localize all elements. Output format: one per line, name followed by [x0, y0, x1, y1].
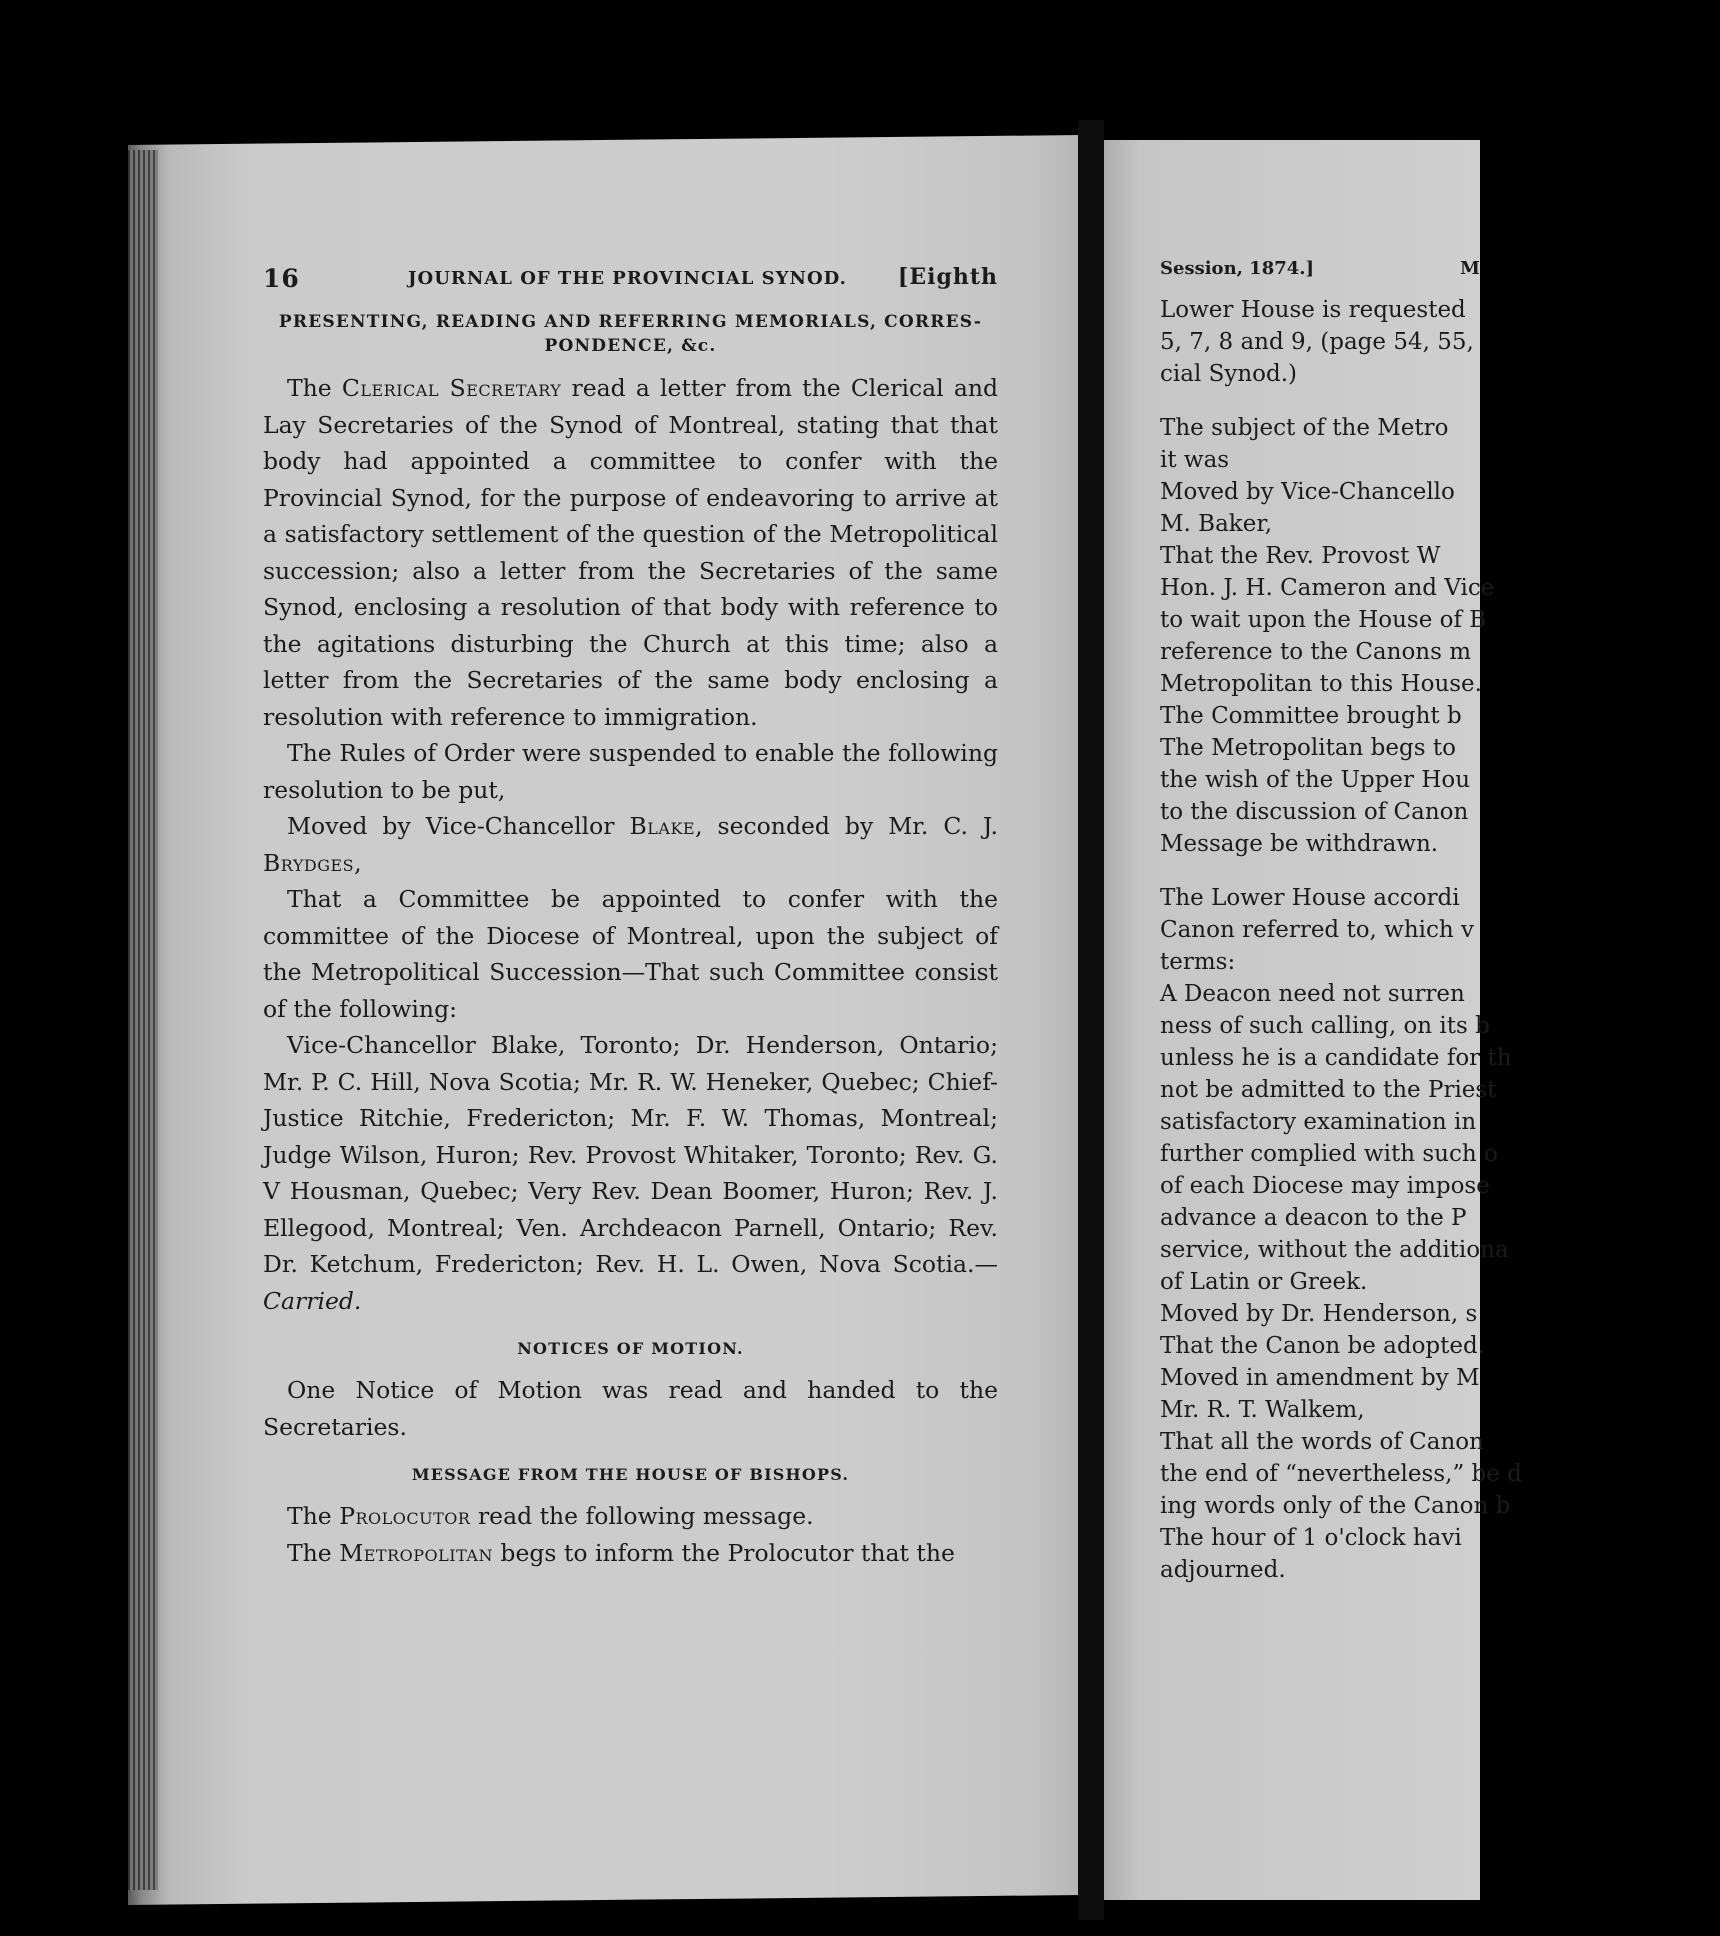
paragraph-notice-of-motion: One Notice of Motion was read and handed to the Secretaries.: [263, 1376, 998, 1441]
right-page-line: The subject of the Metro: [1160, 415, 1449, 441]
right-page-line: The Committee brought b: [1160, 703, 1462, 729]
right-page-line: The Metropolitan begs to: [1160, 735, 1456, 761]
right-page-line: That all the words of Canon: [1160, 1429, 1484, 1455]
paragraph-clerical-secretary: The Clerical Secretary read a letter from the Clerical and Lay Secretaries of the Synod of Montreal, stating that that body had appointed a committee to confer with the Provincial Synod, for the purpose of endeavoring to arrive at a satisfactory settlement of the question of the Metropolitical succession; also a letter from the Secretaries of the same Synod, enclosing a resolution of that body with reference to the agitations disturbing the Church at this time; also a letter from the Secretaries of the same body enclosing a resolution with reference to immigration.: [263, 374, 999, 731]
paragraph-metropolitan: The Metropolitan begs to inform the Prolocutor that the: [287, 1538, 955, 1567]
right-page-line: to wait upon the House of B: [1160, 607, 1487, 633]
right-page-line: That the Canon be adopted.: [1160, 1333, 1486, 1359]
right-page-line: The hour of 1 o'clock havi: [1160, 1525, 1462, 1551]
running-session: [Eighth: [897, 264, 998, 290]
right-page-line: unless he is a candidate for th: [1160, 1045, 1512, 1071]
right-line-gap: [1160, 390, 1720, 412]
right-page-line: Moved in amendment by M: [1160, 1365, 1480, 1391]
right-page-line: not be admitted to the Priest: [1160, 1077, 1497, 1103]
right-page-line: Canon referred to, which v: [1160, 917, 1475, 943]
notices-heading: NOTICES OF MOTION.: [517, 1339, 744, 1358]
right-page-line: Lower House is requested: [1160, 297, 1466, 323]
page-number: 16: [263, 264, 300, 293]
right-page-line: of each Diocese may impose: [1160, 1173, 1490, 1199]
right-page-line: terms:: [1160, 949, 1236, 975]
right-page-line: to the discussion of Canon: [1160, 799, 1469, 825]
right-page-line: Mr. R. T. Walkem,: [1160, 1397, 1365, 1423]
right-page-lines: [1160, 294, 1720, 1586]
right-page-line: Moved by Vice-Chancello: [1160, 479, 1455, 505]
right-page-line: the end of “nevertheless,” be d: [1160, 1461, 1522, 1487]
paragraph-rules-of-order: The Rules of Order were suspended to enable the following resolution to be put,: [263, 739, 998, 804]
paragraph-committee-resolution: That a Committee be appointed to confer with the committee of the Diocese of Montreal, upon the subject of the Metropolitical Succession—That such Committee consist of the following:: [263, 885, 998, 1023]
right-page-line: reference to the Canons m: [1160, 639, 1472, 665]
right-page-line: the wish of the Upper Hou: [1160, 767, 1471, 793]
right-page-line: further complied with such o: [1160, 1141, 1498, 1167]
right-page-line: service, without the additiona: [1160, 1237, 1509, 1263]
right-running-head: Session, 1874.] M: [1160, 258, 1480, 279]
running-title: JOURNAL OF THE PROVINCIAL SYNOD.: [408, 268, 847, 289]
right-page-line: That the Rev. Provost W: [1160, 543, 1441, 569]
right-page-line: Metropolitan to this House.: [1160, 671, 1482, 697]
right-page-line: Message be withdrawn.: [1160, 831, 1439, 857]
left-page-text: [263, 258, 998, 1571]
right-page-line: The Lower House accordi: [1160, 885, 1460, 911]
right-page-line: ing words only of the Canon b: [1160, 1493, 1511, 1519]
right-page-line: advance a deacon to the P: [1160, 1205, 1467, 1231]
right-page-line: 5, 7, 8 and 9, (page 54, 55,: [1160, 329, 1474, 355]
book-gutter: [1078, 120, 1104, 1920]
section-heading-line2: PONDENCE, &c.: [544, 336, 717, 356]
right-page-line: M. Baker,: [1160, 511, 1273, 537]
right-page-line: satisfactory examination in: [1160, 1109, 1477, 1135]
paragraph-prolocutor: The Prolocutor read the following message.: [287, 1502, 814, 1530]
paragraph-committee-members: Vice-Chancellor Blake, Toronto; Dr. Henderson, Ontario; Mr. P. C. Hill, Nova Scotia; Mr. R. W. Heneker, Quebec; Chief-Justice Ritchie, Fredericton; Mr. F. W. Thomas, Montreal; Judge Wilson, Huron; Rev. Provost Whitaker, Toronto; Rev. G. V Housman, Quebec; Very Rev. Dean Boomer, Huron; Rev. J. Ellegood, Montreal; Ven. Archdeacon Parnell, Ontario; Rev. Dr. Ketchum, Fredericton; Rev. H. L. Owen, Nova Scotia.—Carried.: [263, 1031, 998, 1315]
right-page-line: adjourned.: [1160, 1557, 1286, 1583]
right-page-line: of Latin or Greek.: [1160, 1269, 1368, 1295]
section-heading: [263, 310, 998, 358]
paragraph-moved-by: Moved by Vice-Chancellor Blake, seconded by Mr. C. J. Brydges,: [263, 812, 998, 877]
right-page-line: cial Synod.): [1160, 361, 1298, 387]
right-page-line: it was: [1160, 447, 1230, 473]
right-line-gap: [1160, 860, 1720, 882]
right-page-text: [1160, 258, 1522, 1658]
right-page-line: Moved by Dr. Henderson, s: [1160, 1301, 1478, 1327]
message-heading: MESSAGE FROM THE HOUSE OF BISHOPS.: [411, 1465, 850, 1484]
right-page-line: A Deacon need not surren: [1160, 981, 1465, 1007]
book-spine-edge: [128, 150, 158, 1890]
running-head: [263, 258, 998, 298]
section-heading-line1: PRESENTING, READING AND REFERRING MEMORIALS, CORRES-: [278, 312, 983, 332]
right-page-line: Hon. J. H. Cameron and Vice: [1160, 575, 1495, 601]
right-page-line: ness of such calling, on its b: [1160, 1013, 1490, 1039]
